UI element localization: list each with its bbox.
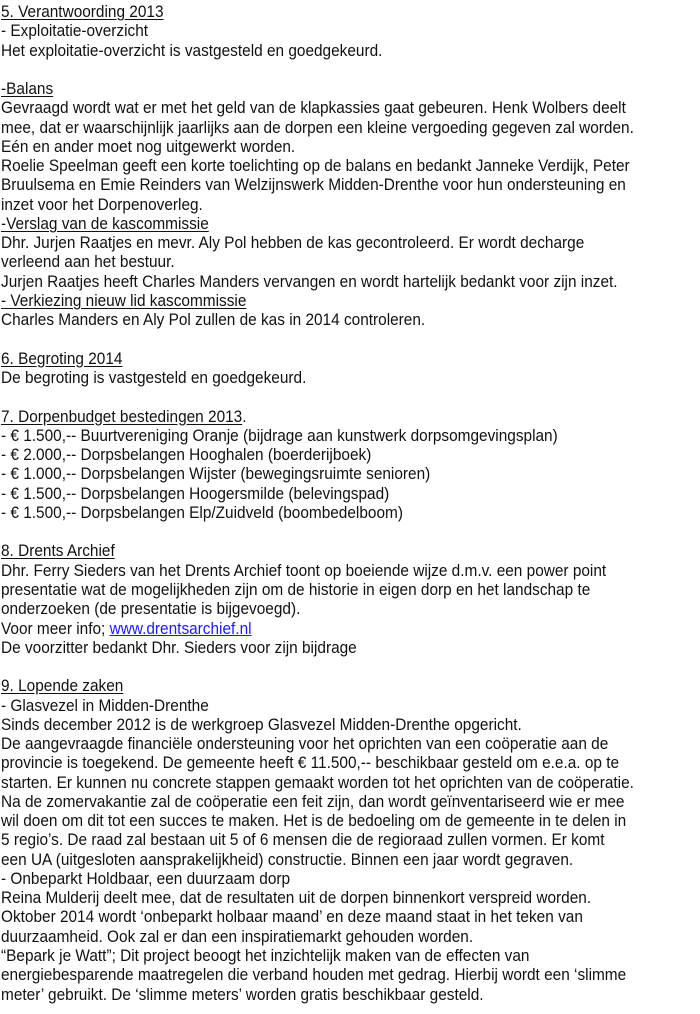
section-6-heading: 6. Begroting 2014: [1, 348, 123, 368]
paragraph-line: Charles Manders en Aly Pol zullen de kas in 2014 controleren.: [1, 310, 426, 330]
budget-item: - € 1.500,-- Dorpsbelangen Elp/Zuidveld (boombedelboom): [1, 502, 403, 522]
paragraph-line: onderzoeken (de presentatie is bijgevoegd).: [1, 599, 301, 619]
paragraph-line: presentatie wat de mogelijkheden zijn om de historie in eigen dorp en het landschap te: [1, 579, 591, 599]
paragraph-line: verleend aan het bestuur.: [1, 252, 175, 272]
budget-item: - € 1.000,-- Dorpsbelangen Wijster (bewegingsruimte senioren): [1, 464, 431, 484]
paragraph-line: Gevraagd wordt wat er met het geld van de klapkassies gaat gebeuren. Henk Wolbers deelt: [1, 98, 626, 118]
paragraph-line: inzet voor het Dorpenoverleg.: [1, 194, 203, 214]
budget-item: - € 1.500,-- Buurtvereniging Oranje (bijdrage aan kunstwerk dorpsomgevingsplan): [1, 425, 558, 445]
budget-item: - € 1.500,-- Dorpsbelangen Hoogersmilde (belevingspad): [1, 483, 390, 503]
document-body: [1, 2, 689, 1004]
paragraph-line: Oktober 2014 wordt ‘onbeparkt holbaar maand’ en deze maand staat in het teken van: [1, 907, 583, 927]
info-prefix: Voor meer info;: [1, 618, 110, 638]
subheading-onbeparkt: - Onbeparkt Holdbaar, een duurzaam dorp: [1, 868, 291, 888]
blank-line: [1, 387, 689, 406]
paragraph-line: Eén en ander moet nog uitgewerkt worden.: [1, 136, 296, 156]
paragraph-line: 5 regio’s. De raad zal bestaan uit 5 of 6 mensen die de regioraad zullen vormen. Er komt: [1, 830, 605, 850]
paragraph-line: mee, dat er waarschijnlijk jaarlijks aan de dorpen een kleine vergoeding gegeven zal worden.: [1, 117, 634, 137]
paragraph-line: provincie is toegekend. De gemeente heeft € 11.500,-- beschikbaar gesteld om e.e.a. op te: [1, 753, 620, 773]
blank-line: [1, 330, 689, 349]
section-5-heading: 5. Verantwoording 2013: [1, 2, 164, 21]
blank-line: [1, 60, 689, 79]
paragraph-line: meter’ gebruikt. De ‘slimme meters’ worden gratis beschikbaar gesteld.: [1, 984, 484, 1004]
subheading-verkiezing: - Verkiezing nieuw lid kascommissie: [1, 290, 247, 310]
subheading-balans: -Balans: [1, 79, 54, 99]
paragraph-line: De aangevraagde financiële ondersteuning voor het oprichten van een coöperatie aan de: [1, 734, 609, 754]
section-9-heading: 9. Lopende zaken: [1, 676, 124, 696]
paragraph-line: Roelie Speelman geeft een korte toelichting op de balans en bedankt Janneke Verdijk, Peter: [1, 156, 630, 176]
section-8-heading: 8. Drents Archief: [1, 541, 115, 561]
blank-line: [1, 657, 689, 676]
section-7-heading: 7. Dorpenbudget bestedingen 2013: [1, 406, 243, 426]
blank-line: [1, 522, 689, 541]
subheading-glasvezel: - Glasvezel in Midden-Drenthe: [1, 695, 209, 715]
drentsarchief-link[interactable]: www.drentsarchief.nl: [109, 618, 252, 638]
paragraph-line: Bruulsema en Emie Reinders van Welzijnswerk Midden-Drenthe voor hun ondersteuning en: [1, 175, 626, 195]
paragraph-line: Jurjen Raatjes heeft Charles Manders vervangen en wordt hartelijk bedankt voor zijn inzet.: [1, 271, 618, 291]
paragraph-line: starten. Er kunnen nu concrete stappen gemaakt worden tot het oprichten van de coöperatie.: [1, 772, 634, 792]
paragraph-line: De voorzitter bedankt Dhr. Sieders voor zijn bijdrage: [1, 637, 357, 657]
heading-period: .: [242, 406, 247, 426]
paragraph-line: Reina Mulderij deelt mee, dat de resultaten uit de dorpen binnenkort verspreid worden.: [1, 888, 592, 908]
paragraph-line: Sinds december 2012 is de werkgroep Glasvezel Midden-Drenthe opgericht.: [1, 714, 522, 734]
paragraph-line: Het exploitatie-overzicht is vastgesteld en goedgekeurd.: [1, 40, 383, 60]
paragraph-line: Na de zomervakantie zal de coöperatie een feit zijn, dan wordt geïnventariseerd wie er mee: [1, 791, 625, 811]
paragraph-line: Dhr. Ferry Sieders van het Drents Archief toont op boeiende wijze d.m.v. een power point: [1, 560, 607, 580]
paragraph-line: Dhr. Jurjen Raatjes en mevr. Aly Pol hebben de kas gecontroleerd. Er wordt decharge: [1, 233, 585, 253]
budget-item: - € 2.000,-- Dorpsbelangen Hooghalen (boerderijboek): [1, 445, 372, 465]
subheading-exploitatie: - Exploitatie-overzicht: [1, 21, 149, 41]
paragraph-line: De begroting is vastgesteld en goedgekeurd.: [1, 368, 307, 388]
subheading-verslag: -Verslag van de kascommissie: [1, 213, 209, 233]
paragraph-line: een UA (uitgesloten aansprakelijkheid) constructie. Binnen een jaar wordt gegraven.: [1, 849, 574, 869]
paragraph-line: duurzaamheid. Ook zal er dan een inspiratiemarkt gehouden worden.: [1, 926, 474, 946]
paragraph-line: “Bepark je Watt”; Dit project beoogt het inzichtelijk maken van de effecten van: [1, 946, 530, 966]
paragraph-line: energiebesparende maatregelen die verband houden met gedrag. Hierbij wordt een ‘slimme: [1, 965, 627, 985]
paragraph-line: wil doen om dit tot een succes te maken. Het is de bedoeling om de gemeente in te delen in: [1, 811, 627, 831]
